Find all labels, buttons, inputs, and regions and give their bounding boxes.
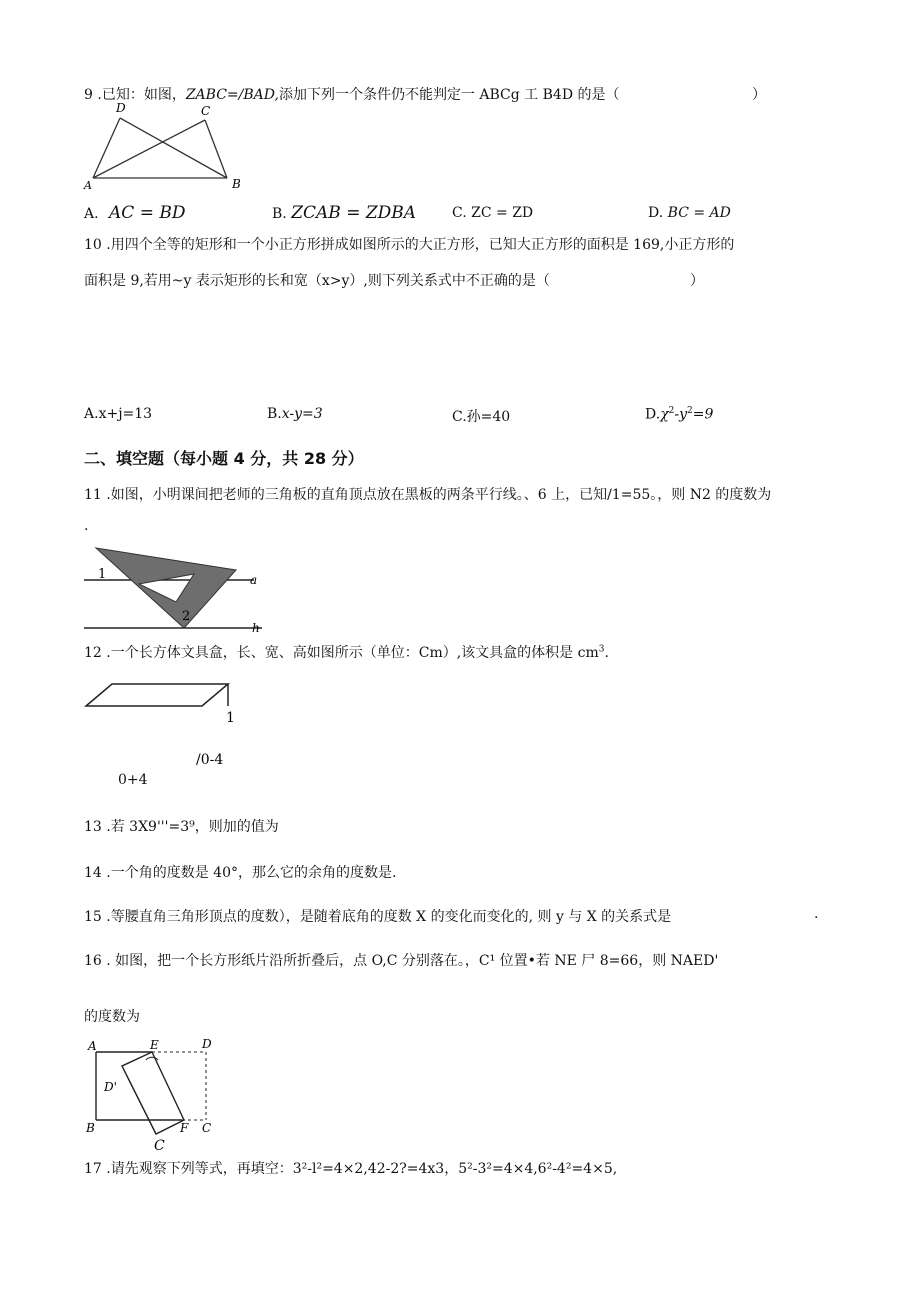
- question-number: 9: [84, 87, 93, 103]
- question-13-stem: [84, 816, 279, 836]
- label-c: C: [201, 104, 211, 118]
- label-d: D: [202, 1037, 212, 1051]
- question-text: .等腰直角三角形顶点的度数），是随着底角的度数 X 的变化而变化的, 则 y 与 X 的关系式是: [101, 909, 672, 925]
- option-label: D.: [645, 406, 661, 423]
- option-text: ZC = ZD: [471, 205, 534, 221]
- option-text: ZCAB = ZDBA: [291, 203, 417, 223]
- question-15-stem: [84, 906, 671, 926]
- option-text: x+j=13: [98, 406, 153, 422]
- option-label: A.: [84, 406, 99, 422]
- question-10-stem-line2: 面积是 9,若用~y 表示矩形的长和宽（x>y）,则下列关系式中不正确的是（: [84, 273, 550, 289]
- option-text: AC = BD: [109, 203, 186, 223]
- line-label-b: h: [252, 621, 260, 635]
- label-f: F: [180, 1121, 189, 1135]
- q9-option-a: [84, 203, 185, 223]
- triangle-ruler: [96, 548, 236, 628]
- question-14-stem: [84, 862, 396, 882]
- question-11-stem-line2: .: [84, 518, 89, 534]
- q10-option-d: [645, 406, 713, 423]
- option-text: =9: [692, 406, 714, 423]
- answer-paren-close: ）: [690, 273, 704, 289]
- question-text: .一个角的度数是 40°，那么它的余角的度数是.: [101, 865, 397, 881]
- box-width-label: /0-4: [196, 752, 224, 768]
- option-text: -y: [674, 406, 688, 423]
- box-top-face: [86, 684, 228, 706]
- figure-q9-triangles: [80, 98, 260, 198]
- question-10-stem: [84, 234, 734, 254]
- figure-q12-box: [84, 676, 244, 766]
- label-c: C: [202, 1121, 212, 1135]
- segment-ad: [93, 118, 120, 178]
- option-text: BC = AD: [667, 205, 731, 221]
- question-11-stem: [84, 484, 771, 504]
- question-text: 添加下列一个条件仍不能判定一 ABCg 工 B4D 的是（: [278, 87, 620, 103]
- q10-option-a: [84, 406, 152, 422]
- q10-option-b: [267, 406, 323, 422]
- line-label-a: a: [250, 573, 258, 587]
- question-text: .若 3X9'''=3⁹，则加的值为: [101, 819, 279, 835]
- question-number: 12: [84, 645, 102, 661]
- angle-label-1: 1: [98, 567, 107, 582]
- segment-cb: [205, 120, 227, 178]
- option-label: B.: [272, 206, 287, 222]
- label-d: D: [116, 101, 126, 115]
- label-e: E: [150, 1038, 159, 1052]
- superscript: 2: [687, 406, 693, 416]
- superscript: 2: [668, 406, 675, 416]
- question-text: .一个长方体文具盒，长、宽、高如图所示（单位：Cm）,该文具盒的体积是 cm: [101, 645, 599, 661]
- folded-part: [122, 1052, 184, 1134]
- segment-ac: [93, 120, 205, 178]
- option-label: A.: [84, 206, 99, 222]
- question-number: 14: [84, 865, 102, 881]
- q9-option-b: [272, 203, 416, 223]
- given-condition: ZABC=/BAD,: [185, 87, 279, 103]
- segment-db: [120, 118, 227, 178]
- label-b: B: [86, 1121, 95, 1135]
- option-label: C.: [452, 409, 467, 425]
- label-a: A: [84, 179, 92, 192]
- question-text: . 如图，把一个长方形纸片沿所折叠后，点 O,C 分别落在。，C¹ 位置•若 NE 尸 8=66，则 NAED': [101, 953, 719, 969]
- figure-q11-set-square: [84, 540, 274, 634]
- q9-option-c: [452, 205, 533, 221]
- question-16-stem-line2: 的度数为: [84, 1009, 140, 1025]
- angle-label-2: 2: [182, 609, 191, 624]
- question-number: 11: [84, 487, 102, 503]
- question-text: .已知：如图，: [92, 87, 186, 103]
- label-d-prime: D': [104, 1080, 117, 1094]
- question-16-stem: [84, 950, 718, 970]
- question-text: .如图，小明课间把老师的三角板的直角顶点放在黑板的两条平行线。、6 上，已知/1=55。，则 N2 的度数为: [101, 487, 772, 503]
- question-number: 17: [84, 1161, 102, 1177]
- superscript: 3: [598, 644, 605, 655]
- option-text: χ: [660, 406, 669, 423]
- option-text: 孙=40: [466, 409, 511, 425]
- question-text: .用四个全等的矩形和一个小正方形拼成如图所示的大正方形，已知大正方形的面积是 169,小正方形的: [101, 237, 735, 253]
- q9-option-d: [648, 205, 731, 221]
- section-heading: 二、填空题（每小题 4 分，共 28 分）: [84, 449, 364, 468]
- question-15-end: .: [814, 906, 819, 922]
- question-17-stem: [84, 1158, 617, 1178]
- question-12-stem: [84, 642, 609, 662]
- q10-option-c: [452, 406, 510, 426]
- option-label: C.: [452, 205, 467, 221]
- question-number: 10: [84, 237, 102, 253]
- question-text: .: [604, 645, 609, 661]
- option-text: x-y=3: [281, 406, 323, 422]
- option-label: B.: [267, 406, 282, 422]
- question-text: .请先观察下列等式，再填空：3²-l²=4×2,42-2?=4x3，5²-3²=4×4,6²-4²=4×5,: [101, 1161, 618, 1177]
- question-number: 16: [84, 953, 102, 969]
- label-c-prime: C: [154, 1138, 165, 1154]
- label-a: A: [88, 1039, 97, 1053]
- answer-paren-close: ）: [752, 87, 766, 103]
- option-label: D.: [648, 205, 664, 221]
- box-length-label: 0+4: [118, 772, 148, 788]
- label-b: B: [232, 177, 241, 191]
- figure-q16-folded-rectangle: [84, 1036, 234, 1156]
- box-height-label: 1: [226, 710, 235, 726]
- question-number: 15: [84, 909, 102, 925]
- question-number: 13: [84, 819, 102, 835]
